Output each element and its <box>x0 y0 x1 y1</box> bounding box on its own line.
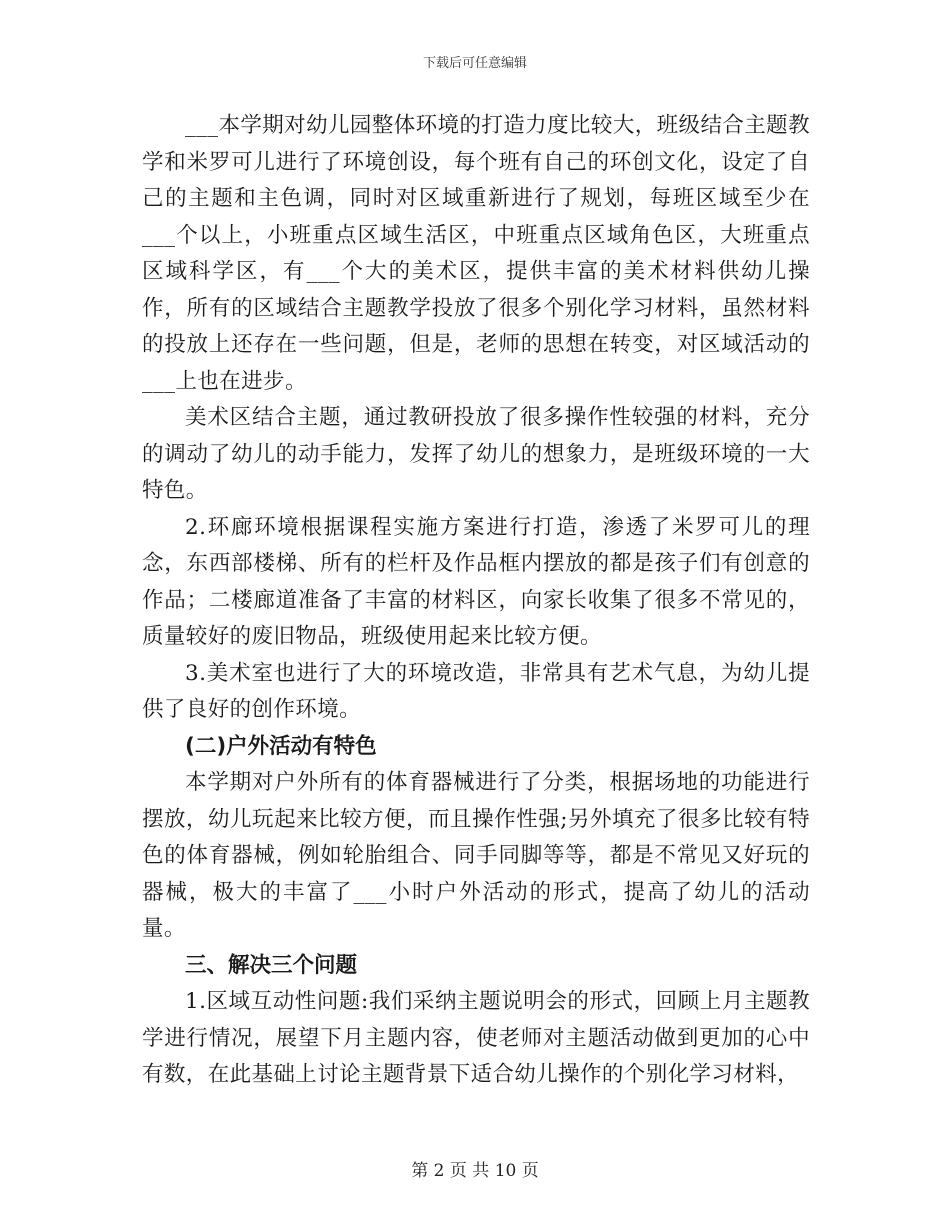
paragraph-environment: ___本学期对幼儿园整体环境的打造力度比较大，班级结合主题教学和米罗可儿进行了环境创设，每个班有自己的环创文化，设定了自己的主题和主色调，同时对区域重新进行了规划，每班区域至少在___个以上，小班重点区域生活区，中班重点区域角色区，大班重点区域科学区，有___个大的美术区，提供丰富的美术材料供幼儿操作，所有的区域结合主题教学投放了很多个别化学习材料，虽然材料的投放上还存在一些问题，但是，老师的思想在转变，对区域活动的___上也在进步。 <box>142 113 810 394</box>
page-header: 下载后可任意编辑 <box>422 56 527 71</box>
section-heading-problems: 三、解决三个问题 <box>185 952 358 978</box>
paragraph-interaction: 1.区域互动性问题:我们采纳主题说明会的形式，回顾上月主题教学进行情况，展望下月主题内容，使老师对主题活动做到更加的心中有数，在此基础上讨论主题背景下适合幼儿操作的个别化学习材料， <box>142 989 810 1087</box>
paragraph-corridor: 2.环廊环境根据课程实施方案进行打造，渗透了米罗可儿的理念，东西部楼梯、所有的栏杆及作品框内摆放的都是孩子们有创意的作品；二楼廊道准备了丰富的材料区，向家长收集了很多不常见的，质量较好的废旧物品，班级使用起来比较方便。 <box>142 514 810 649</box>
page-number: 第 2 页 共 10 页 <box>411 1161 539 1181</box>
paragraph-outdoor: 本学期对户外所有的体育器械进行了分类，根据场地的功能进行摆放，幼儿玩起来比较方便，而且操作性强;另外填充了很多比较有特色的体育器械，例如轮胎组合、同手同脚等等，都是不常见又好玩的器械，极大的丰富了___小时户外活动的形式，提高了幼儿的活动量。 <box>142 770 810 941</box>
paragraph-art-area: 美术区结合主题，通过教研投放了很多操作性较强的材料，充分的调动了幼儿的动手能力，发挥了幼儿的想象力，是班级环境的一大特色。 <box>142 405 810 503</box>
section-heading-outdoor: (二)户外活动有特色 <box>185 733 377 759</box>
paragraph-art-room: 3.美术室也进行了大的环境改造，非常具有艺术气息，为幼儿提供了良好的创作环境。 <box>142 660 810 722</box>
document-body <box>142 108 810 1094</box>
